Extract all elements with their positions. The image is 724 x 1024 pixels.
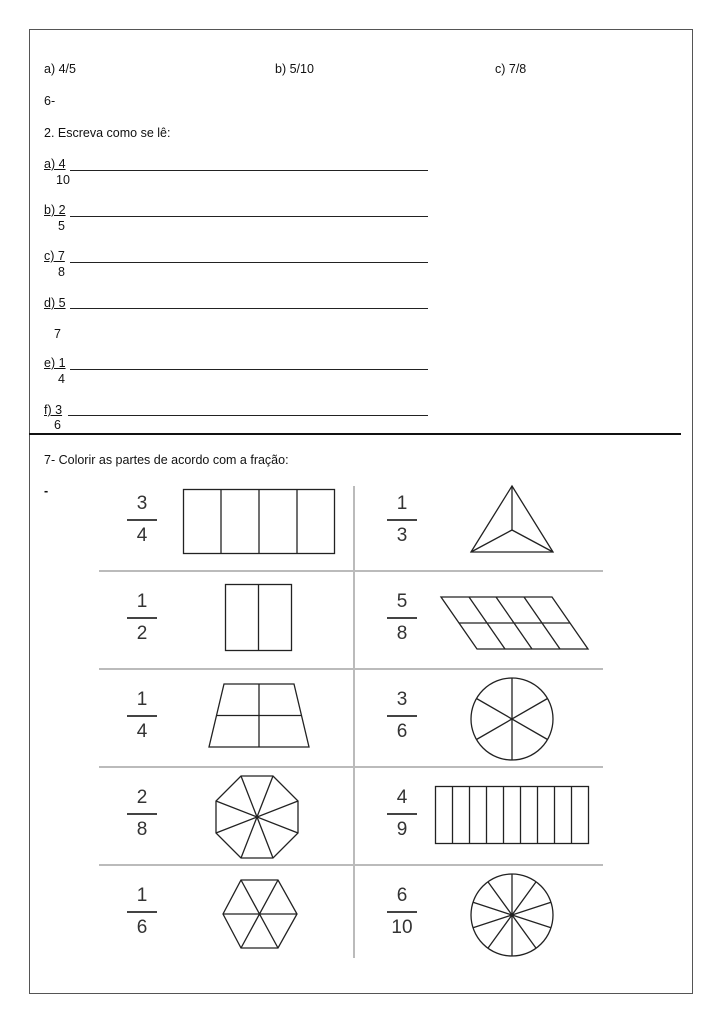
numerator: 3: [396, 689, 408, 710]
rectangle-2-parts-icon[interactable]: [225, 584, 293, 652]
numerator: 1: [136, 689, 148, 710]
grid-row-divider: [99, 766, 603, 768]
item-c-7-8: c) 7/8: [495, 62, 527, 76]
item-a-4-5: a) 4/5: [44, 62, 76, 76]
hexagon-6-parts-icon[interactable]: [221, 878, 299, 950]
q2-f-answer-line[interactable]: [68, 415, 428, 416]
numerator: 5: [396, 591, 408, 612]
denominator: 6: [396, 720, 408, 742]
denominator: 2: [136, 622, 148, 644]
numerator: 1: [136, 591, 148, 612]
fraction-3-6: [382, 688, 422, 744]
q2-b-denominator: 5: [58, 219, 65, 233]
denominator: 6: [136, 916, 148, 938]
q2-a-answer-line[interactable]: [70, 170, 428, 171]
numerator: 6: [396, 885, 408, 906]
circle-10-parts-icon[interactable]: [469, 872, 555, 958]
q2-d-prefix: d) 5: [44, 296, 66, 310]
section-divider: [29, 433, 681, 435]
numerator: 1: [396, 493, 408, 514]
fraction-6-10: [382, 884, 422, 940]
q2-d-answer-line[interactable]: [70, 308, 428, 309]
question-7-title: 7- Colorir as partes de acordo com a fração:: [44, 453, 289, 467]
question-2-title: 2. Escreva como se lê:: [44, 126, 171, 140]
q2-e-answer-line[interactable]: [70, 369, 428, 370]
grid-row-divider: [99, 570, 603, 572]
q2-c-prefix: c) 7: [44, 249, 65, 263]
q2-d-denominator: 7: [54, 327, 61, 341]
denominator: 8: [136, 818, 148, 840]
denominator: 9: [396, 818, 408, 840]
fraction-1-6: [122, 884, 162, 940]
triangle-3-parts-icon[interactable]: [469, 485, 555, 555]
q2-c-answer-line[interactable]: [70, 262, 428, 263]
numerator: 4: [396, 787, 408, 808]
trapezoid-4-parts-icon[interactable]: [207, 683, 311, 749]
fraction-2-8: [122, 786, 162, 842]
q2-c-denominator: 8: [58, 265, 65, 279]
denominator: 4: [136, 720, 148, 742]
parallelogram-8-parts-icon[interactable]: [440, 596, 590, 652]
question-6-label: 6-: [44, 94, 56, 108]
q2-f-denominator: 6: [54, 418, 61, 432]
rectangle-4-parts-icon[interactable]: [183, 489, 335, 555]
q2-b-prefix: b) 2: [44, 203, 66, 217]
fraction-4-9: [382, 786, 422, 842]
denominator: 3: [396, 524, 408, 546]
octagon-8-parts-icon[interactable]: [214, 774, 300, 860]
fraction-1-4: [122, 688, 162, 744]
question-7-dash: -: [44, 484, 49, 498]
denominator: 4: [136, 524, 148, 546]
denominator: 10: [391, 916, 413, 938]
fraction-1-3: [382, 492, 422, 548]
q2-a-denominator: 10: [56, 173, 70, 187]
numerator: 1: [136, 885, 148, 906]
q2-a-prefix: a) 4: [44, 157, 66, 171]
q2-e-prefix: e) 1: [44, 356, 66, 370]
grid-row-divider: [99, 668, 603, 670]
rectangle-9-parts-icon[interactable]: [435, 786, 591, 846]
q2-b-answer-line[interactable]: [70, 216, 428, 217]
grid-vertical-divider: [353, 486, 355, 958]
numerator: 2: [136, 787, 148, 808]
numerator: 3: [136, 493, 148, 514]
circle-6-parts-icon[interactable]: [469, 676, 555, 762]
q2-e-denominator: 4: [58, 372, 65, 386]
denominator: 8: [396, 622, 408, 644]
fraction-3-4: [122, 492, 162, 548]
grid-row-divider: [99, 864, 603, 866]
q2-f-prefix: f) 3: [44, 403, 63, 417]
item-b-5-10: b) 5/10: [275, 62, 314, 76]
fraction-1-2: [122, 590, 162, 646]
fraction-5-8: [382, 590, 422, 646]
